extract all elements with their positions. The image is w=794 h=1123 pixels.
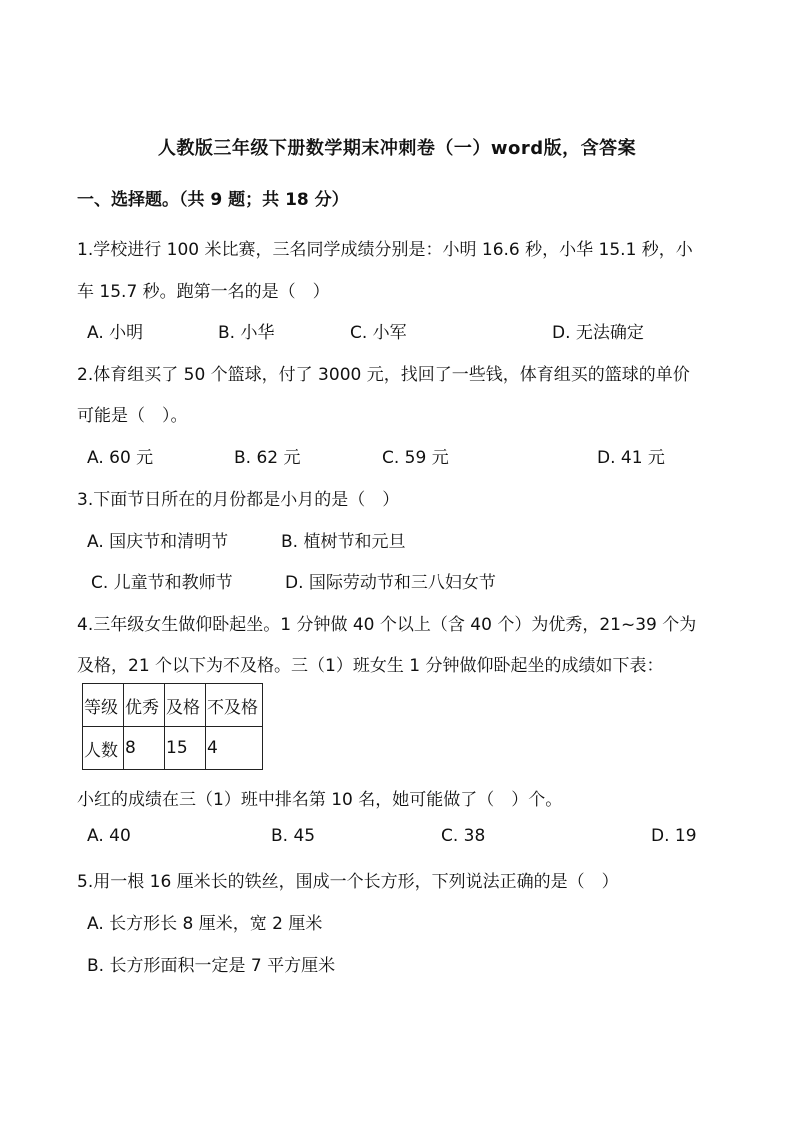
option-a: A. 40 (87, 826, 131, 846)
option-b: B. 植树节和元旦 (281, 532, 406, 552)
option-a: A. 国庆节和清明节 (87, 532, 229, 552)
option-d: D. 国际劳动节和三八妇女节 (285, 573, 496, 593)
table-header-cell: 及格 (165, 684, 206, 727)
page-title: 人教版三年级下册数学期末冲刺卷（一）word版，含答案 (157, 138, 637, 159)
option-b: B. 长方形面积一定是 7 平方厘米 (87, 956, 336, 976)
option-d: D. 41 元 (597, 448, 665, 468)
question-4-line-2: 及格，21 个以下为不及格。三（1）班女生 1 分钟做仰卧起坐的成绩如下表： (77, 656, 664, 676)
option-c: C. 38 (441, 826, 486, 846)
question-5-line-1: 5.用一根 16 厘米长的铁丝，围成一个长方形，下列说法正确的是（ ） (77, 872, 619, 892)
table-cell: 15 (165, 727, 206, 770)
table-header-cell: 不及格 (206, 684, 263, 727)
question-4-options (0, 826, 794, 850)
question-1-line-1: 1.学校进行 100 米比赛，三名同学成绩分别是：小明 16.6 秒，小华 15.1 秒，小 (77, 240, 693, 260)
option-a: A. 60 元 (87, 448, 154, 468)
option-d: D. 无法确定 (552, 323, 644, 343)
option-a: A. 小明 (87, 323, 144, 343)
question-3-options-row-2 (0, 568, 794, 592)
grade-table (82, 683, 263, 770)
option-b: B. 62 元 (234, 448, 301, 468)
question-5-option-a-row (0, 909, 794, 933)
option-a: A. 长方形长 8 厘米，宽 2 厘米 (87, 914, 323, 934)
question-2-line-2: 可能是（ ）。 (77, 406, 188, 426)
question-4-line-3: 小红的成绩在三（1）班中排名第 10 名，她可能做了（ ）个。 (77, 790, 563, 810)
question-5-option-b-row (0, 951, 794, 975)
option-b: B. 45 (271, 826, 316, 846)
option-b: B. 小华 (218, 323, 275, 343)
option-c: C. 59 元 (382, 448, 449, 468)
table-header-row (83, 684, 263, 727)
table-header-cell: 等级 (83, 684, 124, 727)
table-row (83, 727, 263, 770)
option-c: C. 小军 (350, 323, 407, 343)
table-cell: 8 (124, 727, 165, 770)
question-4-line-1: 4.三年级女生做仰卧起坐。1 分钟做 40 个以上（含 40 个）为优秀，21~39 个为 (77, 615, 697, 635)
question-1-options (0, 318, 794, 342)
question-2-line-1: 2.体育组买了 50 个篮球，付了 3000 元，找回了一些钱，体育组买的篮球的单价 (77, 365, 690, 385)
table-header-cell: 优秀 (124, 684, 165, 727)
question-3-options-row-1 (0, 527, 794, 551)
option-d: D. 19 (651, 826, 697, 846)
option-c: C. 儿童节和教师节 (91, 573, 233, 593)
table-cell: 人数 (83, 727, 124, 770)
table-cell: 4 (206, 727, 263, 770)
question-2-options (0, 443, 794, 467)
section-heading: 一、选择题。（共 9 题；共 18 分） (77, 190, 349, 210)
question-1-line-2: 车 15.7 秒。跑第一名的是（ ） (77, 282, 330, 302)
question-3-line-1: 3.下面节日所在的月份都是小月的是（ ） (77, 490, 400, 510)
